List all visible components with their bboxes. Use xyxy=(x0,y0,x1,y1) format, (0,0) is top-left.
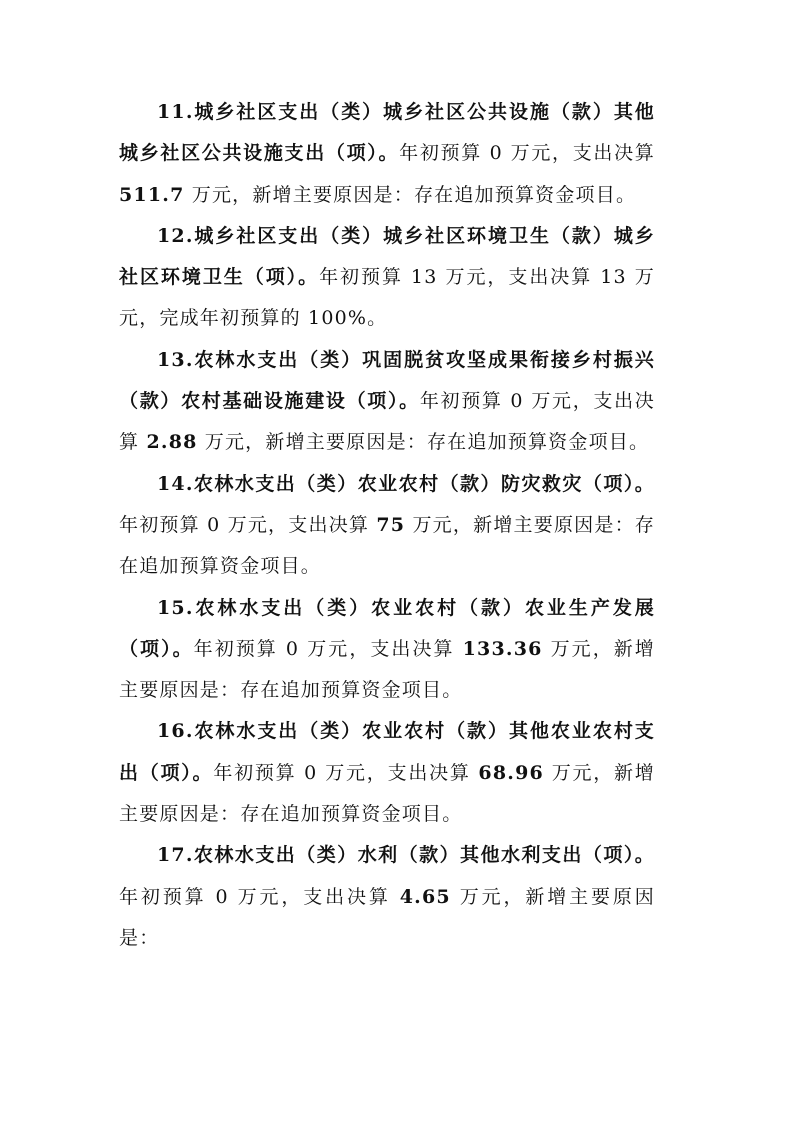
paragraph-15 xyxy=(119,588,655,712)
paragraph-heading: 13.农林水支出（类）巩固脱贫攻坚成果衔接乡村振兴（款）农村基础设施建设（项）。 xyxy=(119,348,655,413)
paragraph-text: 万元，新增主要原因是：存在追加预算资金项目。 xyxy=(197,431,650,454)
paragraph-text: 年初预算 13 万元，支出决算 13 万元，完成年初预算的 100%。 xyxy=(119,266,655,330)
paragraph-12 xyxy=(119,216,655,340)
amount-value: 2.88 xyxy=(146,431,198,454)
paragraph-text: 年初预算 0 万元，支出决算 xyxy=(119,513,377,536)
paragraph-heading: 14.农林水支出（类）农业农村（款）防灾救灾（项）。 xyxy=(157,472,655,495)
paragraph-13 xyxy=(119,340,655,464)
paragraph-text: 年初预算 0 万元，支出决算 xyxy=(119,390,655,454)
paragraph-text: 万元，新增主要原因是：存在追加预算资金项目。 xyxy=(119,637,655,702)
paragraph-17 xyxy=(119,835,655,959)
paragraph-11 xyxy=(119,92,655,216)
amount-value: 68.96 xyxy=(478,761,544,784)
amount-value: 133.36 xyxy=(462,637,543,660)
paragraph-16 xyxy=(119,711,655,835)
paragraph-text: 万元，新增主要原因是：存在追加预算资金项目。 xyxy=(119,761,655,826)
amount-value: 75 xyxy=(376,513,406,536)
paragraph-text: 万元，新增主要原因是： xyxy=(119,885,655,949)
paragraph-heading: 15.农林水支出（类）农业农村（款）农业生产发展（项）。 xyxy=(119,596,655,660)
paragraph-text: 万元，新增主要原因是：存在追加预算资金项目。 xyxy=(184,183,637,206)
paragraph-text: 年初预算 0 万元，支出决算 xyxy=(119,885,400,908)
paragraph-text: 年初预算 0 万元，支出决算 xyxy=(193,637,463,660)
amount-value: 511.7 xyxy=(119,183,185,206)
paragraph-heading: 17.农林水支出（类）水利（款）其他水利支出（项）。 xyxy=(157,844,655,867)
paragraph-text: 年初预算 0 万元，支出决算 xyxy=(399,142,655,165)
paragraph-14 xyxy=(119,464,655,588)
document-page xyxy=(119,92,655,959)
paragraph-heading: 16.农林水支出（类）农业农村（款）其他农业农村支出（项）。 xyxy=(119,720,655,784)
paragraph-heading: 11.城乡社区支出（类）城乡社区公共设施（款）其他城乡社区公共设施支出（项）。 xyxy=(119,101,655,165)
paragraph-heading: 12.城乡社区支出（类）城乡社区环境卫生（款）城乡社区环境卫生（项）。 xyxy=(119,224,655,289)
paragraph-text: 万元，新增主要原因是：存在追加预算资金项目。 xyxy=(119,513,655,578)
paragraph-text: 年初预算 0 万元，支出决算 xyxy=(213,761,479,784)
amount-value: 4.65 xyxy=(399,885,451,908)
